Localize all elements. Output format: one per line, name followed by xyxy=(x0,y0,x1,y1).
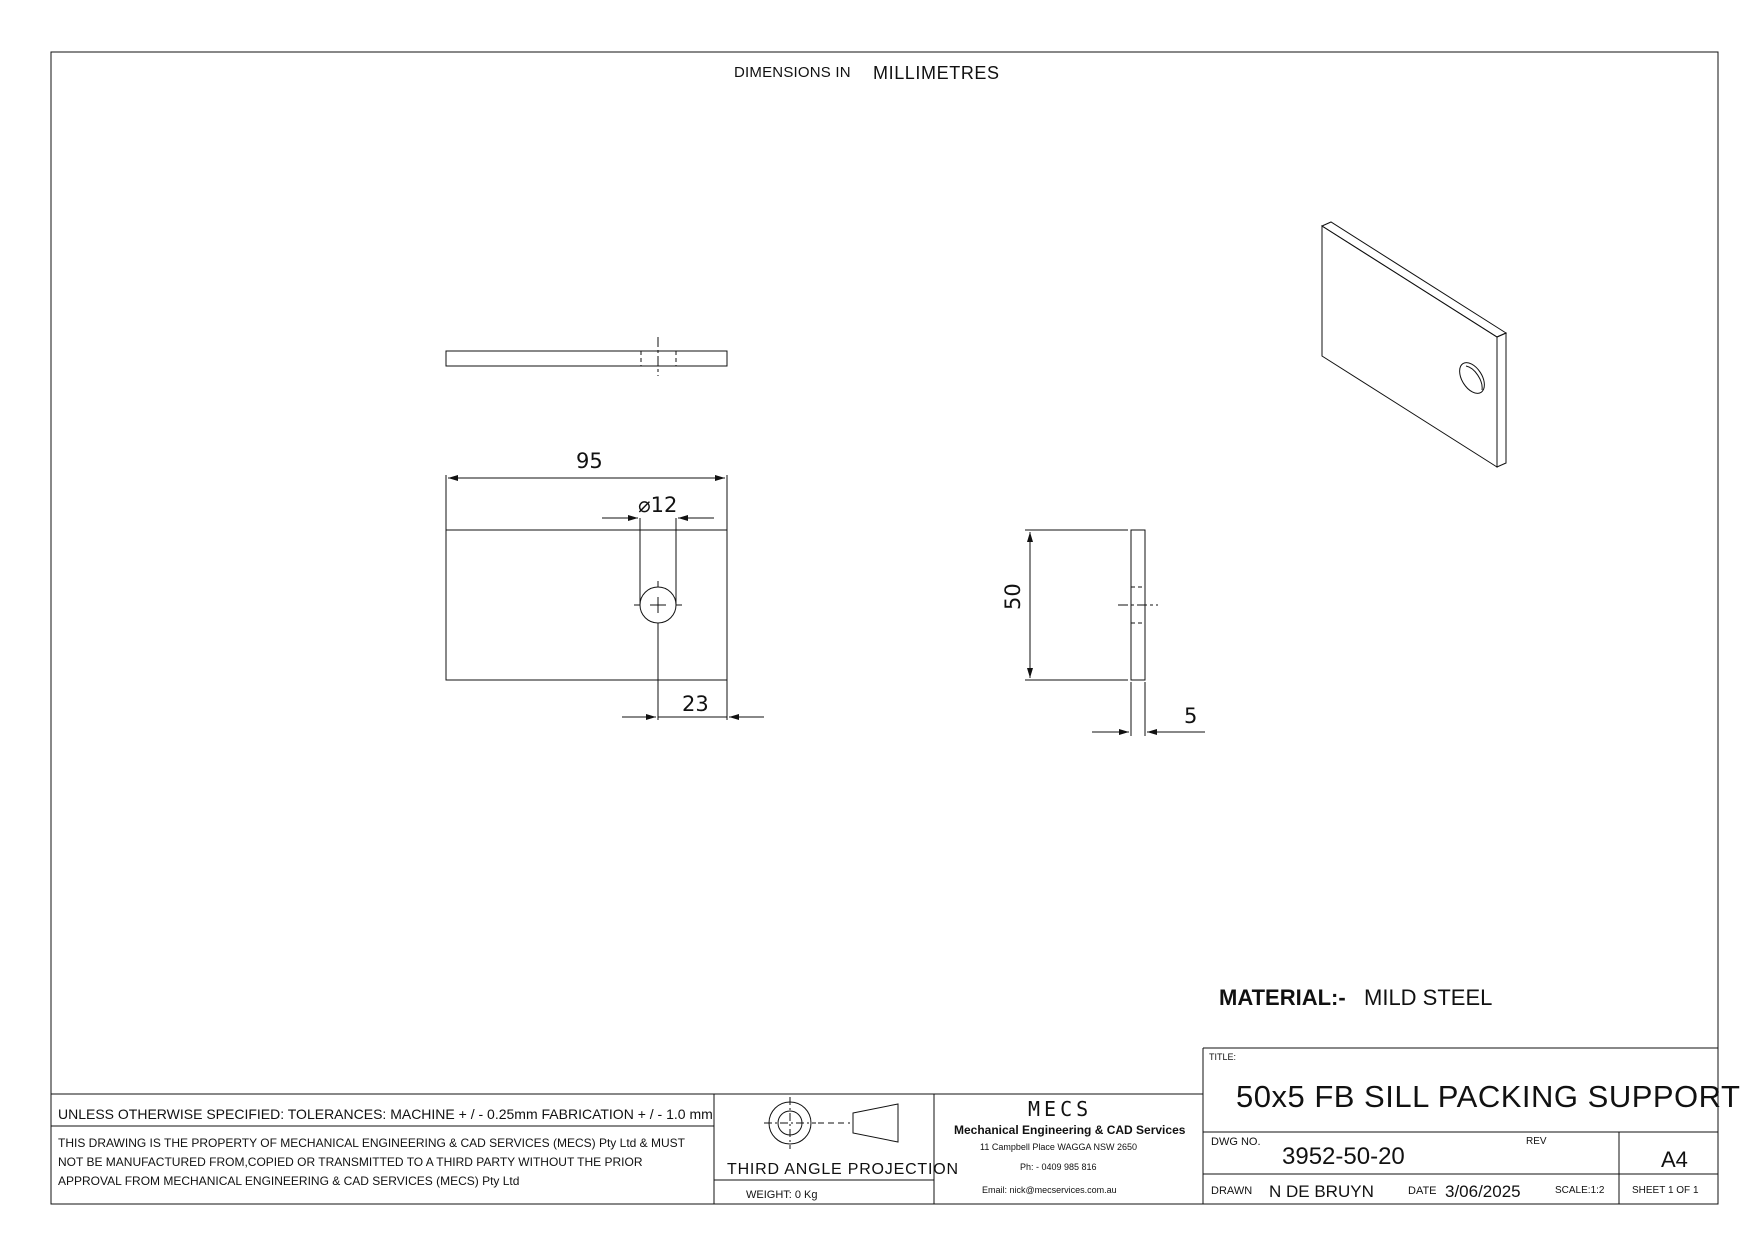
date-label: DATE xyxy=(1408,1185,1437,1197)
sheet-number: SHEET 1 OF 1 xyxy=(1632,1185,1699,1196)
tolerances-note: UNLESS OTHERWISE SPECIFIED: TOLERANCES: MACHINE + / - 0.25mm FABRICATION + / - 1.0 mm xyxy=(58,1106,713,1122)
weight-label: WEIGHT: 0 Kg xyxy=(746,1189,818,1201)
projection-symbol xyxy=(764,1097,898,1149)
material-label: MATERIAL:- xyxy=(1219,985,1346,1010)
dimensions-label: DIMENSIONS IN xyxy=(734,64,851,81)
rev-label: REV xyxy=(1526,1136,1547,1147)
material-value: MILD STEEL xyxy=(1364,985,1493,1010)
company-phone: Ph: - 0409 985 816 xyxy=(1020,1162,1097,1172)
dimension-hole-diameter: ⌀12 xyxy=(638,493,678,517)
dimension-height: 50 xyxy=(1001,583,1025,610)
company-name: Mechanical Engineering & CAD Services xyxy=(954,1123,1186,1137)
date-value: 3/06/2025 xyxy=(1445,1182,1521,1201)
company-address: 11 Campbell Place WAGGA NSW 2650 xyxy=(980,1142,1138,1152)
drawn-label: DRAWN xyxy=(1211,1185,1253,1197)
sheet-border xyxy=(51,52,1718,1204)
dimension-thickness: 5 xyxy=(1184,704,1198,728)
drawn-by: N DE BRUYN xyxy=(1269,1182,1374,1201)
isometric-view xyxy=(1322,222,1506,467)
front-view xyxy=(446,475,764,720)
side-view xyxy=(1025,530,1205,736)
company-email: Email: nick@mecservices.com.au xyxy=(982,1185,1117,1195)
sheet-size: A4 xyxy=(1661,1147,1688,1172)
dwg-no-label: DWG NO. xyxy=(1211,1136,1261,1148)
scale-value: SCALE:1:2 xyxy=(1555,1185,1605,1196)
drawing-title: 50x5 FB SILL PACKING SUPPORT xyxy=(1236,1079,1741,1114)
company-logo: MECS xyxy=(1028,1097,1093,1121)
projection-label: THIRD ANGLE PROJECTION xyxy=(727,1161,959,1178)
property-notice: THIS DRAWING IS THE PROPERTY OF MECHANICAL ENGINEERING & CAD SERVICES (MECS) Pty Ltd & MUST NOT BE MANUFACTURED FROM,COPIED OR TRANSMITTED TO A THIRD PARTY WITHOUT THE PRIOR APPROVAL FROM MECHANICAL ENGINEERING & CAD SERVICES (MECS) Pty Ltd xyxy=(58,1136,685,1188)
top-view xyxy=(446,337,727,376)
dwg-no-value: 3952-50-20 xyxy=(1282,1143,1405,1170)
dimension-hole-offset: 23 xyxy=(682,692,709,716)
dimensions-unit: MILLIMETRES xyxy=(873,63,1000,83)
dimension-width: 95 xyxy=(576,449,603,473)
title-label: TITLE: xyxy=(1209,1052,1237,1062)
